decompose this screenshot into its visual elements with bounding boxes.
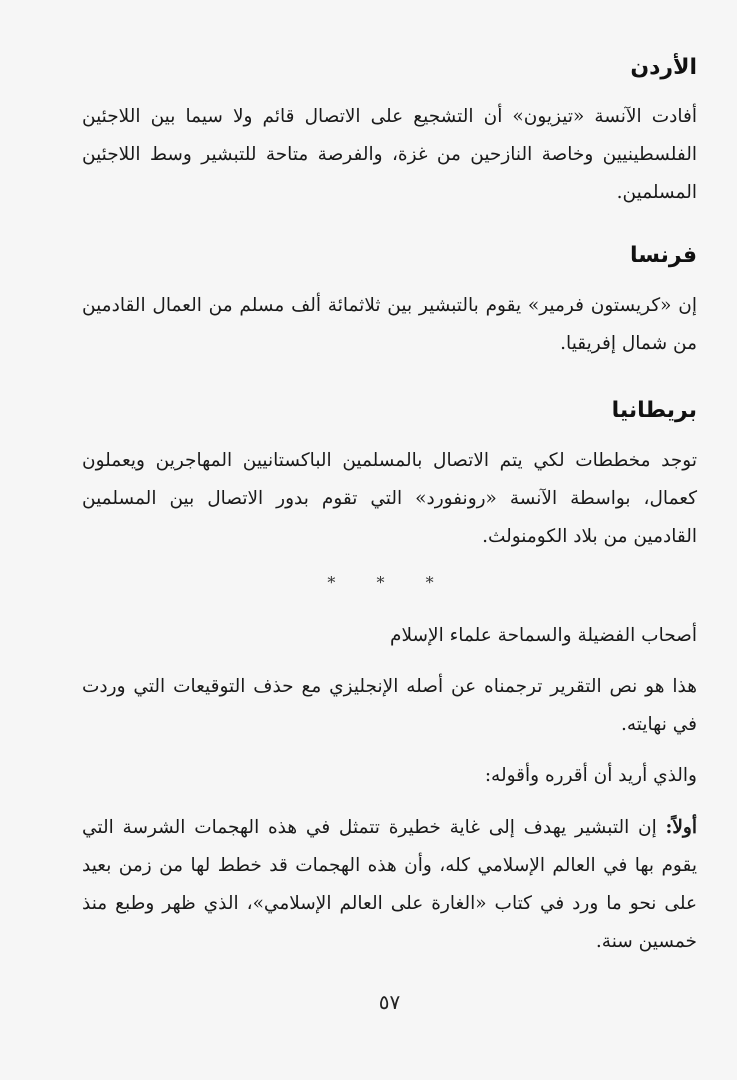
page-number: ٥٧: [378, 990, 401, 1014]
first-point-text: إن التبشير يهدف إلى غاية خطيرة تتمثل في هذه الهجمات الشرسة التي يقوم بها في العالم الإسلامي كله، وأن هذه الهجمات قد خطط لها من زمن بعيد على نحو ما ورد في كتاب «الغارة على العالم الإسلامي»، الذي ظهر وطبع منذ خمسين سنة.: [82, 817, 697, 952]
heading-britain: بريطانيا: [611, 398, 697, 423]
first-point-label: أولاً:: [665, 817, 697, 838]
intro-paragraph: هذا هو نص التقرير ترجمناه عن أصله الإنجليزي مع حذف التوقيعات التي وردت في نهايته.: [82, 676, 697, 735]
paragraph-britain: توجد مخططات لكي يتم الاتصال بالمسلمين الباكستانيين المهاجرين ويعملون كعمال، بواسطة الآنسة «رونفورد» التي تقوم بدور الاتصال بين المسلمين القادمين من بلاد الكومنولث.: [82, 450, 697, 547]
heading-jordan: الأردن: [630, 55, 697, 80]
paragraph-france: إن «كريستون فرمير» يقوم بالتبشير بين ثلاثمائة ألف مسلم من العمال القادمين من شمال إفريقيا.: [82, 295, 697, 354]
section-separator: * * *: [327, 573, 452, 592]
paragraph-jordan: أفادت الآنسة «تيزيون» أن التشجيع على الاتصال قائم ولا سيما بين اللاجئين الفلسطينيين وخاصة النازحين من غزة، والفرصة متاحة للتبشير وسط اللاجئين المسلمين.: [82, 106, 697, 203]
salutation: أصحاب الفضيلة والسماحة علماء الإسلام: [390, 625, 697, 646]
heading-france: فرنسا: [630, 243, 697, 268]
lead-in: والذي أريد أن أقرره وأقوله:: [484, 765, 697, 786]
first-point-paragraph: [82, 809, 697, 961]
